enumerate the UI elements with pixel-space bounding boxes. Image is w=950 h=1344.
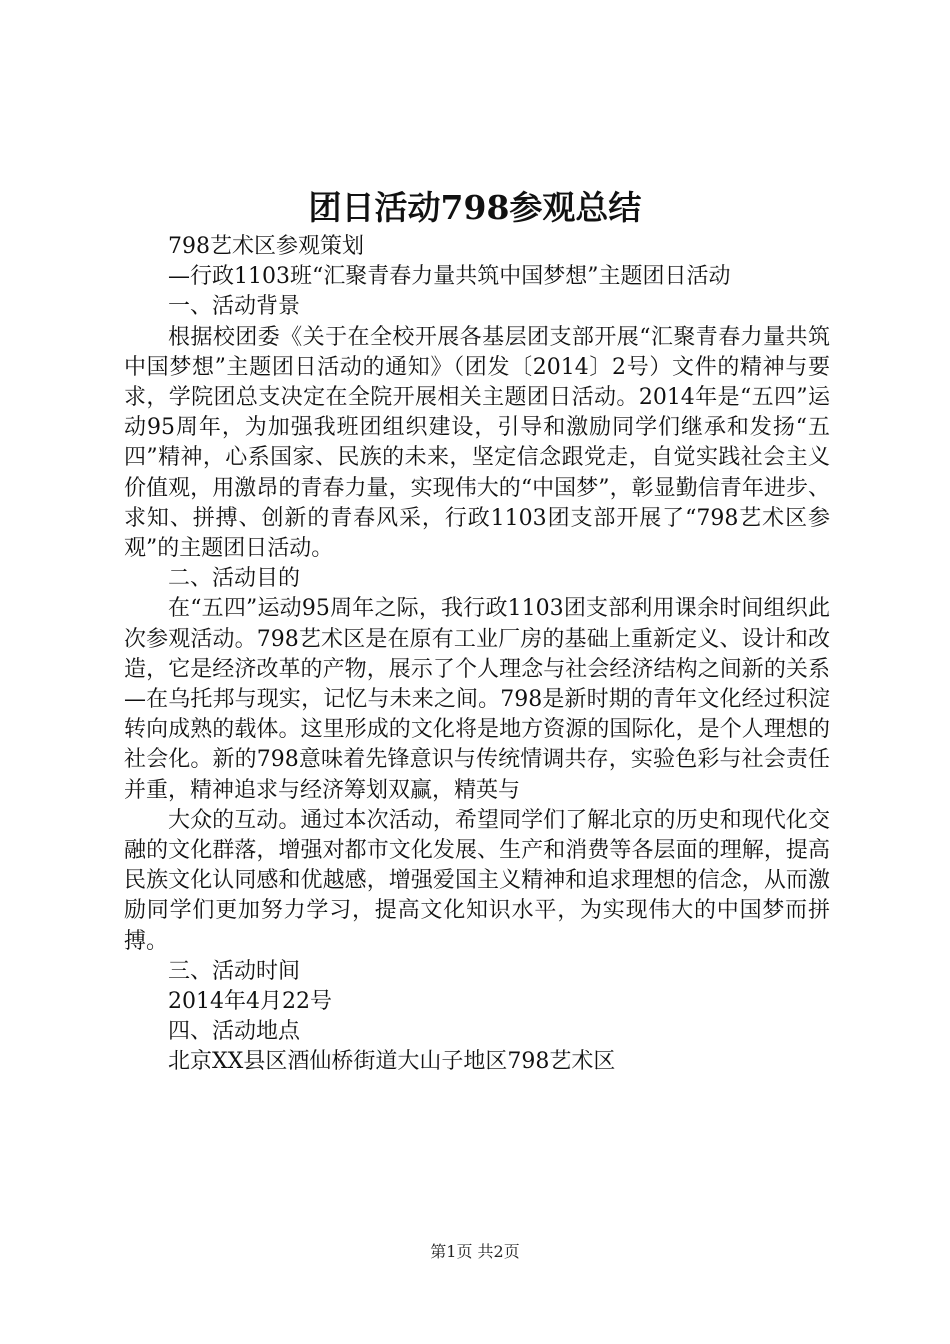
- paragraph-background: 根据校团委《关于在全校开展各基层团支部开展“汇聚青春力量共筑中国梦想”主题团日活动的通知》（团发〔2014〕2号）文件的精神与要求，学院团总支决定在全院开展相关主题团日活动。2014年是“五四”运动95周年，为加强我班团组织建设，引导和激励同学们继承和发扬“五四”精神，心系国家、民族的未来，坚定信念跟党走，自觉实践社会主义价值观，用激昂的青春力量，实现伟大的“中国梦”，彰显勤信青年进步、求知、拼搏、创新的青春风采，行政1103团支部开展了“798艺术区参观”的主题团日活动。: [124, 324, 830, 562]
- heading-location: 四、活动地点: [168, 1019, 301, 1045]
- heading-time: 三、活动时间: [168, 958, 301, 984]
- heading-purpose: 二、活动目的: [168, 566, 301, 592]
- page-footer: 第1页 共2页: [430, 1242, 520, 1261]
- paragraph-subtitle: —行政1103班“汇聚青春力量共筑中国梦想”主题团日活动: [168, 264, 731, 290]
- paragraph-purpose-continued: 大众的互动。通过本次活动，希望同学们了解北京的历史和现代化交融的文化群落，增强对都市文化发展、生产和消费等各层面的理解，提高民族文化认同感和优越感，增强爱国主义精神和追求理想的信念，从而激励同学们更加努力学习，提高文化知识水平，为实现伟大的中国梦而拼搏。: [124, 807, 830, 954]
- paragraph-purpose: 在“五四”运动95周年之际，我行政1103团支部利用课余时间组织此次参观活动。798艺术区是在原有工业厂房的基础上重新定义、设计和改造，它是经济改革的产物，展示了个人理念与社会经济结构之间新的关系—在乌托邦与现实，记忆与未来之间。798是新时期的青年文化经过积淀转向成熟的载体。这里形成的文化将是地方资源的国际化，是个人理想的社会化。新的798意味着先锋意识与传统情调共存，实验色彩与社会责任并重，精神追求与经济筹划双赢，精英与: [124, 596, 830, 803]
- paragraph-location: 北京XX县区酒仙桥街道大山子地区798艺术区: [168, 1049, 616, 1075]
- paragraph-time: 2014年4月22号: [168, 989, 332, 1015]
- paragraph-plan-title: 798艺术区参观策划: [168, 234, 364, 259]
- heading-background: 一、活动背景: [168, 294, 301, 320]
- document-body: [124, 232, 830, 1078]
- document-title: 团日活动798参观总结: [308, 188, 642, 227]
